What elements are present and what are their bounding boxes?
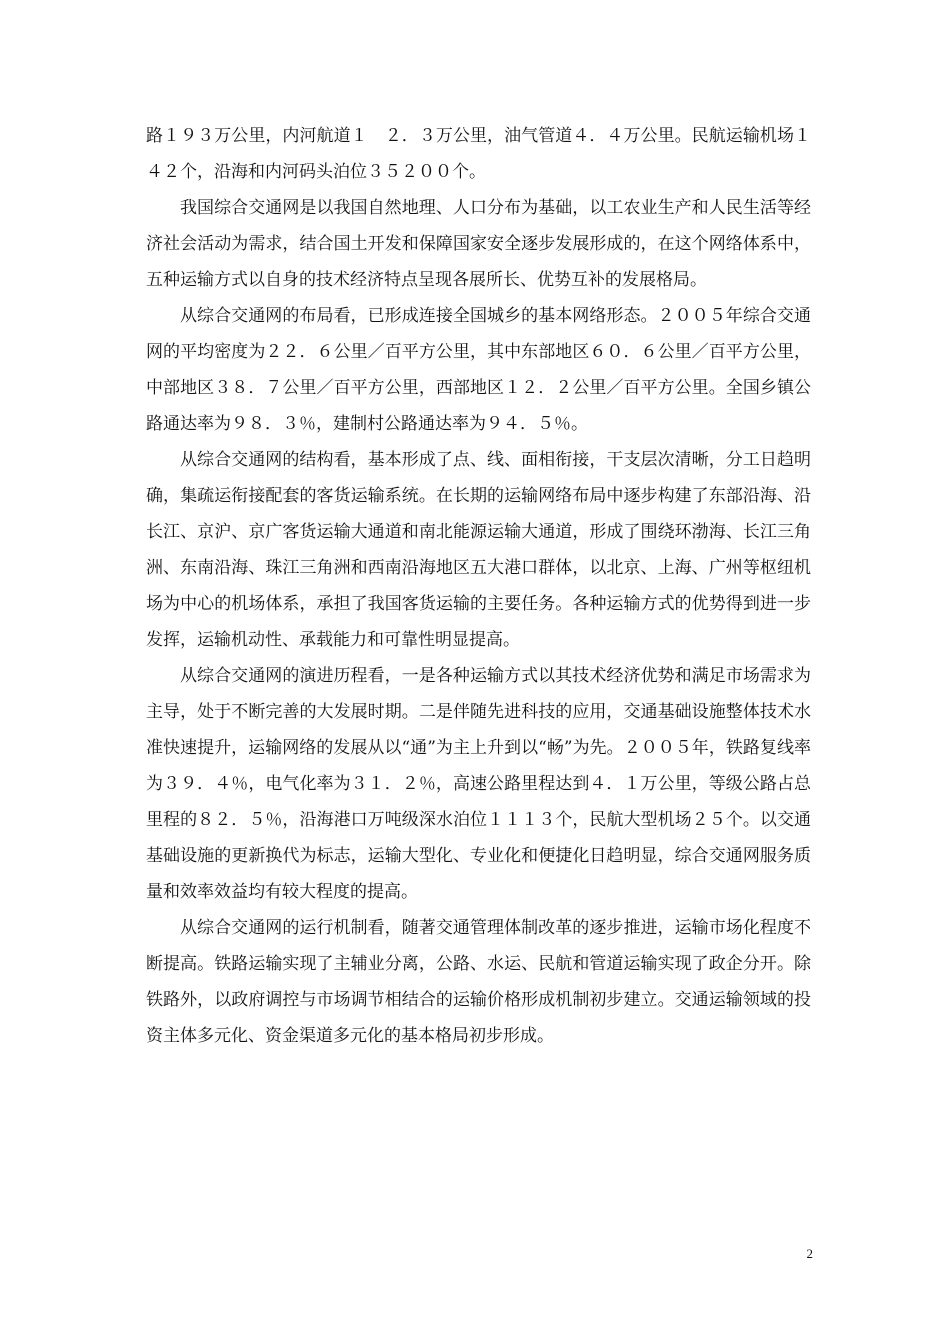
paragraph-network-layout: 从综合交通网的布局看，已形成连接全国城乡的基本网络形态。２００５年综合交通网的平均密度为２２．６公里／百平方公里，其中东部地区６０．６公里／百平方公里，中部地区３８．７公里／百平方公里，西部地区１２．２公里／百平方公里。全国乡镇公路通达率为９８．３％，建制村公路通达率为９４．５％。	[146, 306, 811, 434]
paragraph-network-overview: 我国综合交通网是以我国自然地理、人口分布为基础，以工农业生产和人民生活等经济社会活动为需求，结合国土开发和保障国家安全逐步发展形成的，在这个网络体系中，五种运输方式以自身的技术经济特点呈现各展所长、优势互补的发展格局。	[146, 198, 811, 290]
paragraph-network-structure: 从综合交通网的结构看，基本形成了点、线、面相衔接，干支层次清晰，分工日趋明确，集疏运衔接配套的客货运输系统。在长期的运输网络布局中逐步构建了东部沿海、沿长江、京沪、京广客货运输大通道和南北能源运输大通道，形成了围绕环渤海、长江三角洲、东南沿海、珠江三角洲和西南沿海地区五大港口群体，以北京、上海、广州等枢纽机场为中心的机场体系，承担了我国客货运输的主要任务。各种运输方式的优势得到进一步发挥，运输机动性、承载能力和可靠性明显提高。	[146, 450, 811, 650]
document-body	[146, 118, 811, 1054]
paragraph-continued: 路１９３万公里，内河航道１ ２．３万公里，油气管道４．４万公里。民航运输机场１４２个，沿海和内河码头泊位３５２００个。	[146, 126, 811, 182]
paragraph-network-evolution: 从综合交通网的演进历程看，一是各种运输方式以其技术经济优势和满足市场需求为主导，处于不断完善的大发展时期。二是伴随先进科技的应用，交通基础设施整体技术水准快速提升，运输网络的发展从以“通”为主上升到以“畅”为先。２００５年，铁路复线率为３９．４％，电气化率为３１．２％，高速公路里程达到４．１万公里，等级公路占总里程的８２．５％，沿海港口万吨级深水泊位１１１３个，民航大型机场２５个。以交通基础设施的更新换代为标志，运输大型化、专业化和便捷化日趋明显，综合交通网服务质量和效率效益均有较大程度的提高。	[146, 666, 811, 902]
paragraph-operating-mechanism: 从综合交通网的运行机制看，随著交通管理体制改革的逐步推进，运输市场化程度不断提高。铁路运输实现了主辅业分离，公路、水运、民航和管道运输实现了政企分开。除铁路外，以政府调控与市场调节相结合的运输价格形成机制初步建立。交通运输领域的投资主体多元化、资金渠道多元化的基本格局初步形成。	[146, 918, 811, 1046]
page-number: 2	[806, 1246, 813, 1261]
